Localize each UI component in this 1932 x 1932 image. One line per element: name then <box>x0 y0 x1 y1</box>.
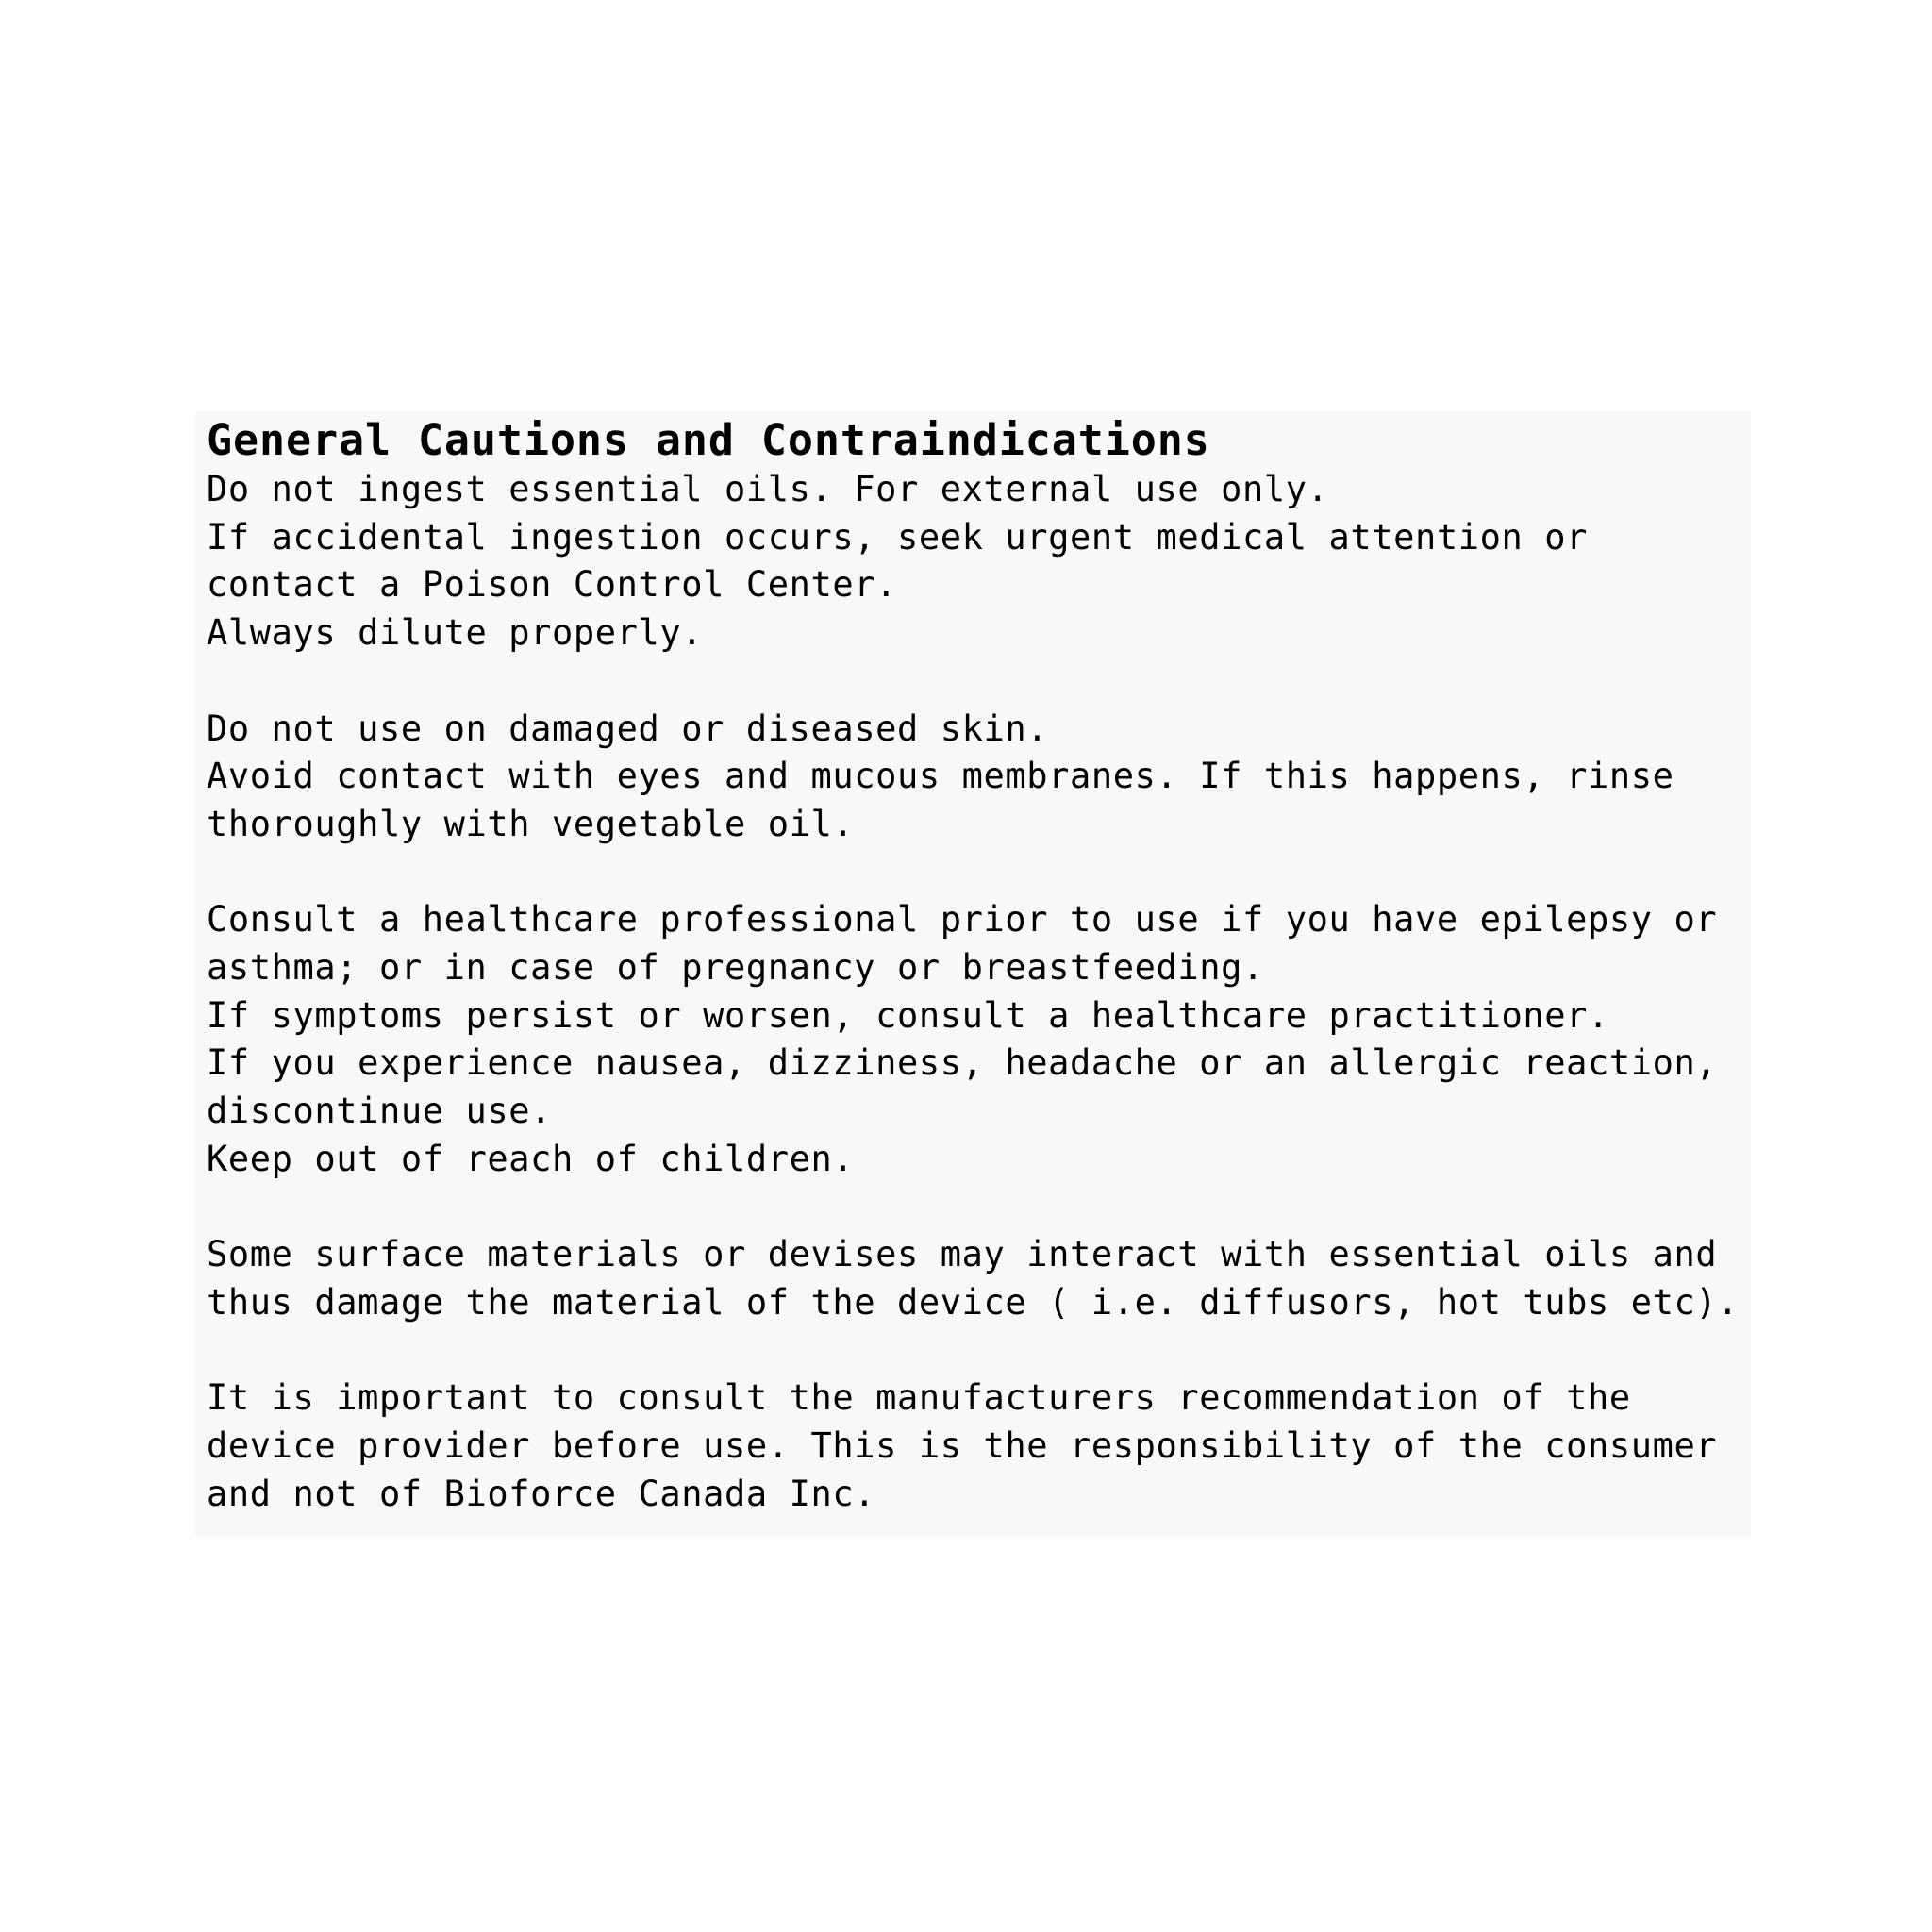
text-line: and not of Bioforce Canada Inc. <box>207 1473 876 1514</box>
text-line: device provider before use. This is the responsibility of the consumer <box>207 1425 1718 1466</box>
cautions-panel <box>195 411 1751 1537</box>
text-line: thus damage the material of the device ( i.e. diffusors, hot tubs etc). <box>207 1281 1740 1323</box>
blank-line <box>207 849 1751 897</box>
text-line: Do not ingest essential oils. For external use only. <box>207 469 1329 509</box>
text-line: thoroughly with vegetable oil. <box>207 803 855 844</box>
text-line: Avoid contact with eyes and mucous membranes. If this happens, rinse <box>207 756 1674 797</box>
blank-line <box>207 1327 1751 1375</box>
text-line: contact a Poison Control Center. <box>207 564 898 606</box>
text-line: Some surface materials or devises may interact with essential oils and <box>207 1234 1718 1275</box>
text-line: discontinue use. <box>207 1091 553 1132</box>
text-line: If you experience nausea, dizziness, headache or an allergic reaction, <box>207 1042 1718 1084</box>
blank-line <box>207 1184 1751 1232</box>
text-line: asthma; or in case of pregnancy or breastfeeding. <box>207 947 1264 988</box>
document-title: General Cautions and Contraindications <box>207 415 1210 465</box>
cautions-body <box>207 466 1751 1518</box>
text-line: If symptoms persist or worsen, consult a healthcare practitioner. <box>207 994 1609 1036</box>
text-line: It is important to consult the manufacturers recommendation of the <box>207 1377 1631 1419</box>
text-line: If accidental ingestion occurs, seek urgent medical attention or <box>207 516 1589 558</box>
text-line: Do not use on damaged or diseased skin. <box>207 708 1049 749</box>
text-line: Keep out of reach of children. <box>207 1138 855 1179</box>
blank-line <box>207 658 1751 706</box>
text-line: Consult a healthcare professional prior to use if you have epilepsy or <box>207 899 1718 941</box>
text-line: Always dilute properly. <box>207 612 704 654</box>
